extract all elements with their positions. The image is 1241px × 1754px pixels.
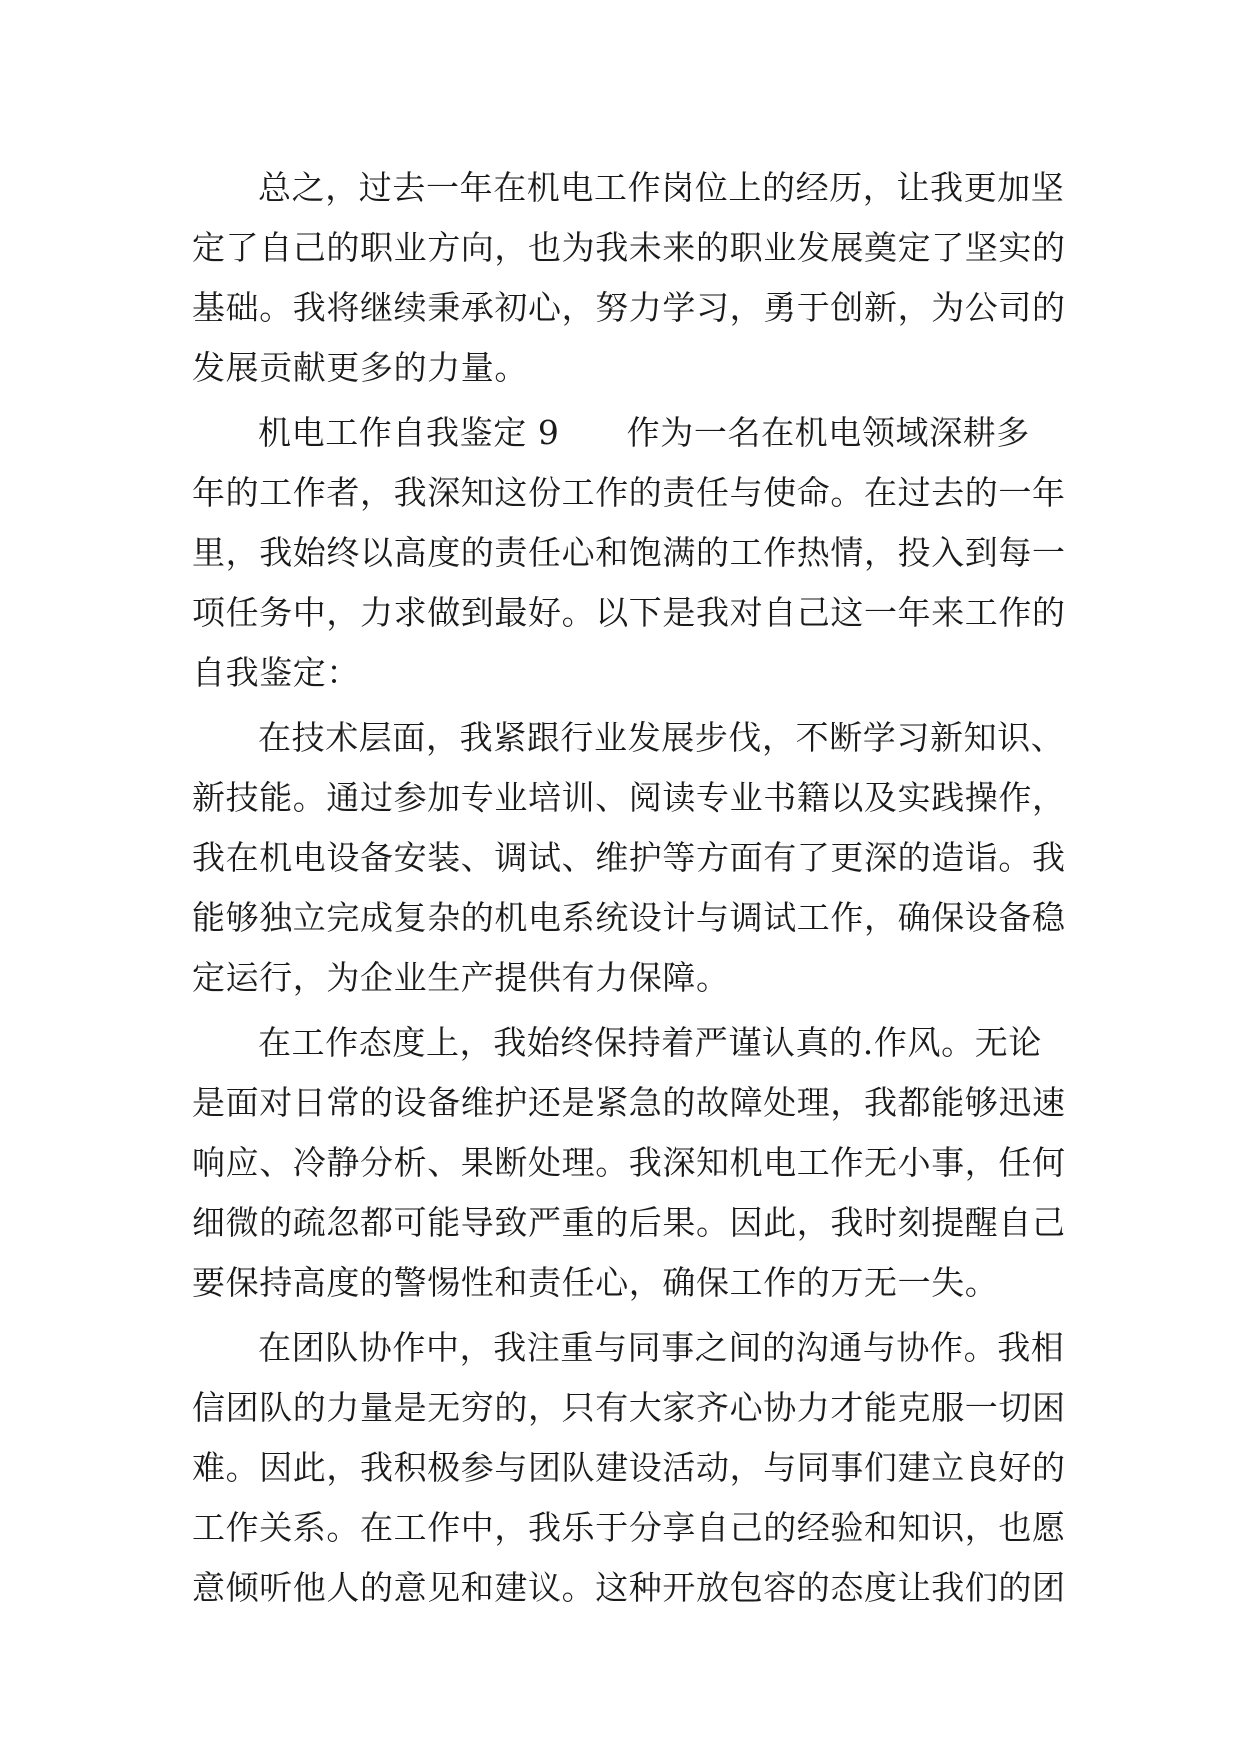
text-line: 项任务中，力求做到最好。以下是我对自己这一年来工作的 — [192, 593, 1066, 632]
text-line: 基础。我将继续秉承初心，努力学习，勇于创新，为公司的 — [192, 288, 1066, 327]
paragraph-attitude — [192, 1013, 1066, 1313]
text-line: 机电工作自我鉴定 9 作为一名在机电领域深耕多 — [258, 413, 1030, 452]
paragraph-summary — [192, 158, 1066, 398]
text-line: 发展贡献更多的力量。 — [192, 348, 528, 387]
paragraph-teamwork — [192, 1318, 1066, 1618]
text-line: 年的工作者，我深知这份工作的责任与使命。在过去的一年 — [192, 473, 1066, 512]
text-line: 难。因此，我积极参与团队建设活动，与同事们建立良好的 — [192, 1448, 1066, 1487]
text-line: 我在机电设备安装、调试、维护等方面有了更深的造诣。我 — [192, 838, 1066, 877]
paragraph-section-9-intro — [192, 403, 1066, 703]
text-line: 定了自己的职业方向，也为我未来的职业发展奠定了坚实的 — [192, 228, 1066, 267]
text-line: 要保持高度的警惕性和责任心，确保工作的万无一失。 — [192, 1263, 999, 1302]
document-body — [192, 158, 1066, 1618]
text-line: 工作关系。在工作中，我乐于分享自己的经验和知识，也愿 — [192, 1508, 1066, 1547]
text-line: 新技能。通过参加专业培训、阅读专业书籍以及实践操作， — [192, 778, 1066, 817]
paragraph-technical — [192, 708, 1066, 1008]
text-line: 信团队的力量是无穷的，只有大家齐心协力才能克服一切困 — [192, 1388, 1066, 1427]
text-line: 在团队协作中，我注重与同事之间的沟通与协作。我相 — [258, 1328, 1065, 1367]
text-line: 能够独立完成复杂的机电系统设计与调试工作，确保设备稳 — [192, 898, 1066, 937]
text-line: 里，我始终以高度的责任心和饱满的工作热情，投入到每一 — [192, 533, 1066, 572]
text-line: 在技术层面，我紧跟行业发展步伐，不断学习新知识、 — [258, 718, 1065, 757]
text-line: 定运行，为企业生产提供有力保障。 — [192, 958, 730, 997]
text-line: 意倾听他人的意见和建议。这种开放包容的态度让我们的团 — [192, 1568, 1066, 1607]
text-line: 是面对日常的设备维护还是紧急的故障处理，我都能够迅速 — [192, 1083, 1066, 1122]
text-line: 在工作态度上，我始终保持着严谨认真的.作风。无论 — [258, 1023, 1042, 1062]
text-line: 自我鉴定： — [192, 653, 360, 692]
text-line: 总之，过去一年在机电工作岗位上的经历，让我更加坚 — [258, 168, 1065, 207]
text-line: 细微的疏忽都可能导致严重的后果。因此，我时刻提醒自己 — [192, 1203, 1066, 1242]
text-line: 响应、冷静分析、果断处理。我深知机电工作无小事，任何 — [192, 1143, 1066, 1182]
